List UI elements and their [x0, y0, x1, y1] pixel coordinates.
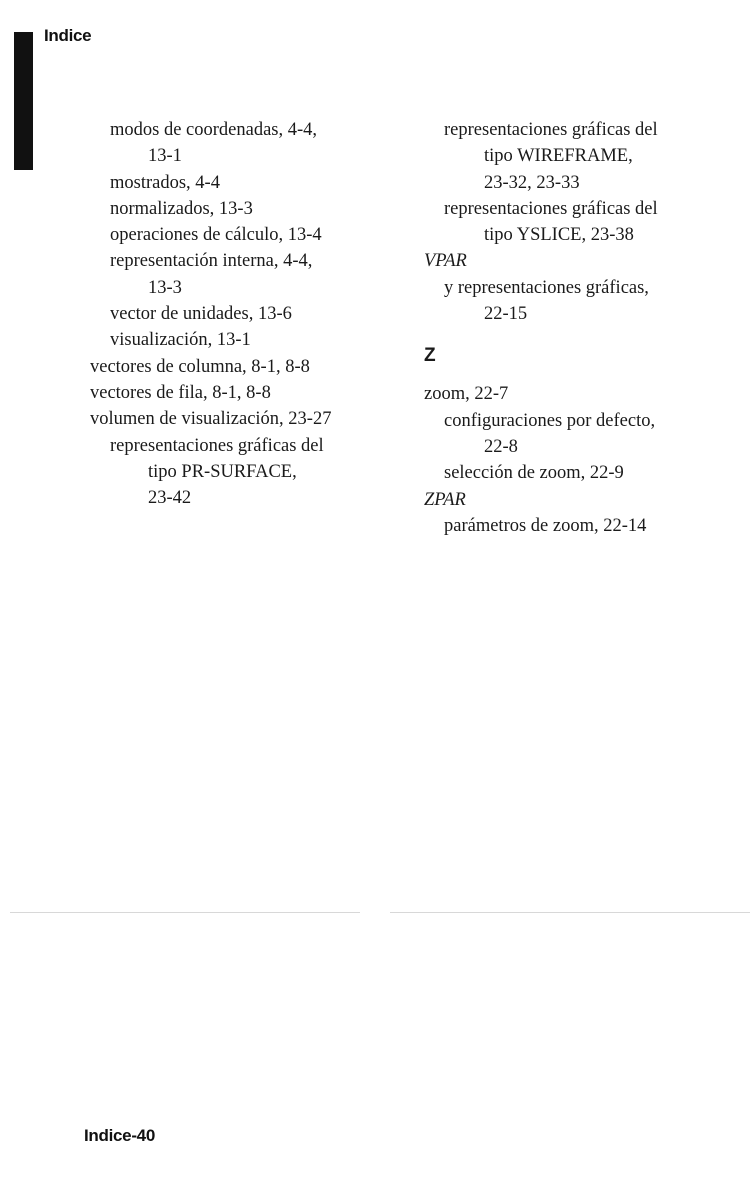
- page-footer: Indice-40: [84, 1126, 155, 1145]
- faint-divider: [390, 912, 750, 913]
- index-entry-continuation: tipo WIREFRAME,: [484, 146, 633, 167]
- index-entry: representaciones gráficas del: [444, 120, 658, 140]
- index-entry-main: zoom, 22-7: [424, 384, 509, 405]
- index-entry: vector de unidades, 13-6: [110, 304, 292, 325]
- index-entry-continuation: 13-3: [148, 277, 182, 298]
- index-entry: configuraciones por defecto,: [444, 410, 656, 431]
- index-entry: modos de coordenadas, 4-4,: [110, 120, 318, 140]
- index-column-left: [90, 117, 390, 511]
- index-entry-continuation: tipo YSLICE, 23-38: [484, 225, 634, 246]
- index-column-right: [424, 117, 744, 539]
- index-entry-continuation: 23-42: [148, 488, 192, 509]
- index-entry-main: ZPAR: [424, 489, 466, 510]
- index-entry-main: vectores de columna, 8-1, 8-8: [90, 356, 310, 377]
- index-entry-main: volumen de visualización, 23-27: [90, 409, 332, 430]
- index-entry: representaciones gráficas del: [110, 435, 324, 456]
- index-entry: visualización, 13-1: [110, 330, 251, 351]
- index-entry-continuation: tipo PR-SURFACE,: [148, 461, 297, 482]
- index-entry: representación interna, 4-4,: [110, 251, 313, 272]
- index-entry-continuation: 22-15: [484, 304, 528, 325]
- index-entry: mostrados, 4-4: [110, 172, 220, 193]
- index-entry-main: VPAR: [424, 251, 467, 272]
- index-entry: normalizados, 13-3: [110, 198, 253, 219]
- index-entry: representaciones gráficas del: [444, 198, 658, 219]
- section-letter: Z: [424, 345, 436, 367]
- faint-divider: [10, 912, 360, 913]
- index-entry: parámetros de zoom, 22-14: [444, 515, 647, 536]
- index-entry-main: vectores de fila, 8-1, 8-8: [90, 382, 271, 403]
- index-entry-continuation: 23-32, 23-33: [484, 172, 580, 193]
- index-entry-continuation: 22-8: [484, 436, 518, 457]
- index-entry-continuation: 13-1: [148, 146, 182, 167]
- index-entry: operaciones de cálculo, 13-4: [110, 225, 322, 246]
- page-header: Indice: [44, 26, 92, 45]
- chapter-tab-marker: [14, 32, 33, 170]
- index-entry: selección de zoom, 22-9: [444, 463, 624, 484]
- index-entry: y representaciones gráficas,: [444, 277, 649, 298]
